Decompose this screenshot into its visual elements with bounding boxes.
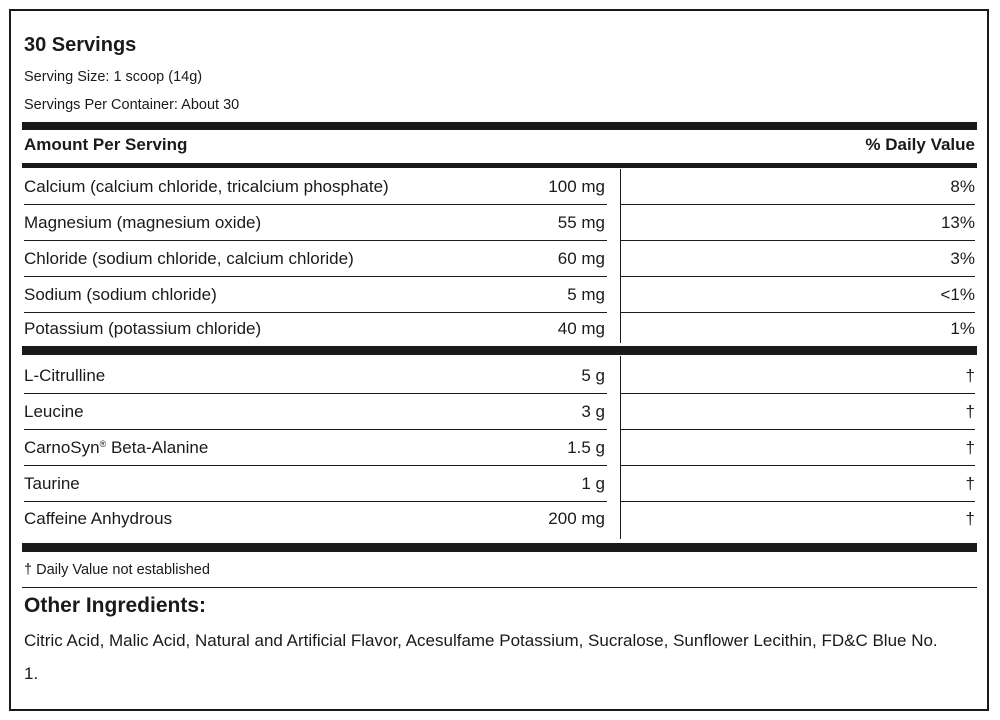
nutrient-amount: 55 mg [557,213,605,232]
footnote: † Daily Value not established [24,562,210,578]
ingredient-name: L-Citrulline [24,366,106,385]
table-row [24,205,975,241]
table-row [24,394,975,430]
nutrient-amount: 5 mg [567,285,605,304]
table-row [24,501,975,537]
nutrient-daily-value: 8% [950,177,975,196]
ingredient-name [24,438,208,458]
thick-divider-top [22,122,977,130]
thick-divider-header [22,163,977,168]
nutrient-name: Potassium (potassium chloride) [24,319,262,338]
ingredient-amount: 5 g [581,366,605,385]
table-row [24,277,975,313]
nutrient-daily-value: 13% [940,213,975,232]
ingredient-daily-value: † [965,438,975,457]
table-header [24,135,975,155]
other-ingredients-title: Other Ingredients: [24,594,207,617]
amount-per-serving-heading: Amount Per Serving [24,135,188,154]
nutrient-amount: 60 mg [557,249,605,268]
nutrient-name: Calcium (calcium chloride, tricalcium phosphate) [24,177,389,196]
supplement-facts-panel [9,9,989,711]
nutrient-name: Magnesium (magnesium oxide) [24,213,262,232]
ingredient-amount: 1.5 g [567,438,605,457]
table-row [24,311,975,347]
ingredient-amount: 3 g [581,402,605,421]
registered-mark: ® [99,439,107,449]
ingredient-daily-value: † [965,366,975,385]
ingredient-name: Caffeine Anhydrous [24,509,173,528]
thick-divider-middle [22,346,977,355]
nutrient-amount: 40 mg [557,319,605,338]
ingredient-name: Leucine [24,402,84,421]
nutrient-daily-value: 1% [950,319,975,338]
ingredient-daily-value: † [965,402,975,421]
table-row [24,358,975,394]
ingredient-daily-value: † [965,474,975,493]
nutrient-daily-value: <1% [940,285,975,304]
serving-size: Serving Size: 1 scoop (14g) [24,69,203,85]
nutrient-daily-value: 3% [950,249,975,268]
nutrient-name: Sodium (sodium chloride) [24,285,217,304]
ingredient-name-rest: Beta-Alanine [106,438,209,457]
other-ingredients-text: Citric Acid, Malic Acid, Natural and Artificial Flavor, Acesulfame Potassium, Sucralose, Sunflower Lecithin, FD&C Blue No. 1. [24,631,938,683]
ingredient-amount: 1 g [581,474,605,493]
table-row [24,466,975,502]
ingredient-amount: 200 mg [548,509,605,528]
table-row [24,169,975,205]
ingredient-name: Taurine [24,474,80,493]
servings-per-container: Servings Per Container: About 30 [24,97,240,113]
ingredient-daily-value: † [965,509,975,528]
thin-divider-footnote [22,587,977,588]
servings-title: 30 Servings [24,34,137,56]
table-row [24,241,975,277]
table-row [24,430,975,466]
thick-divider-bottom [22,543,977,552]
nutrient-amount: 100 mg [548,177,605,196]
nutrient-name: Chloride (sodium chloride, calcium chloride) [24,249,354,268]
panel-content [24,11,975,709]
ingredient-name-brand: CarnoSyn [24,438,100,457]
daily-value-heading: % Daily Value [865,135,975,154]
